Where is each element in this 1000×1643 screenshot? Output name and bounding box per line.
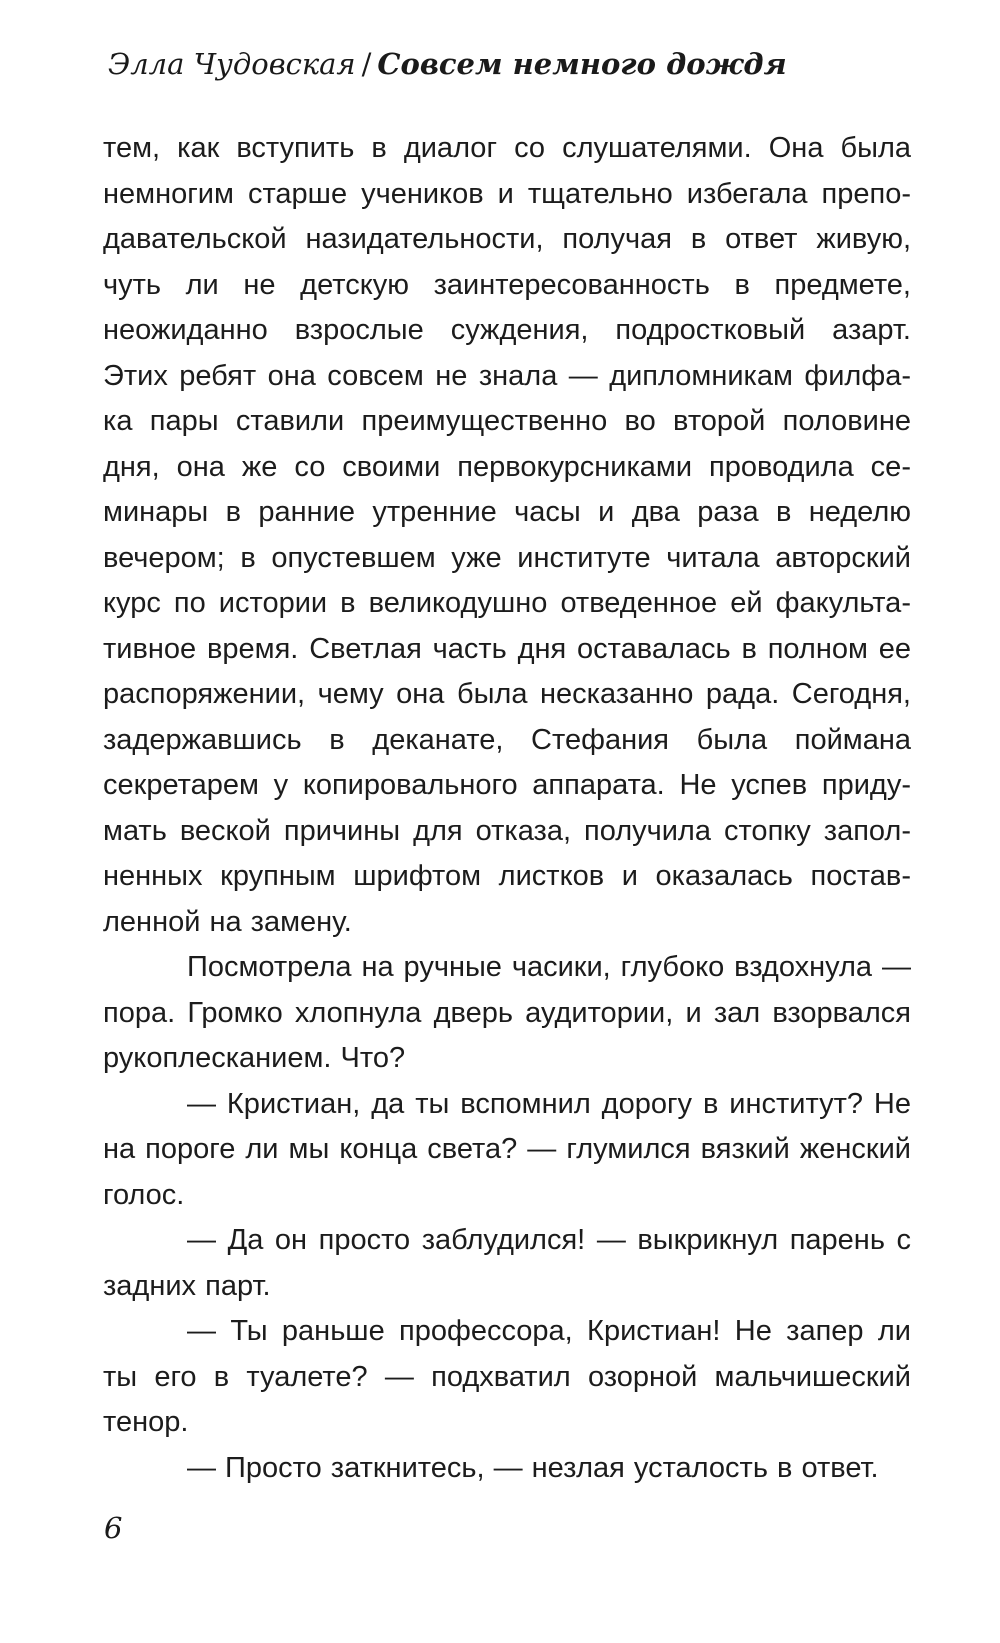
header-separator: / [361, 47, 372, 81]
paragraph-dialogue: — Да он просто заблудился! — выкрикнул парень с задних парт. [103, 1224, 911, 1302]
paragraph-dialogue: — Кристиан, да ты вспомнил дорогу в институт? Не на пороге ли мы конца света? — глумился вязкий женский голос. [103, 1087, 911, 1211]
paragraph-dialogue: — Ты раньше профессора, Кристиан! Не запер ли ты его в туалете? — подхватил озорной мальчишеский тенор. [103, 1315, 911, 1438]
paragraph-dialogue: — Просто заткнитесь, — незлая усталость в ответ. [187, 1451, 879, 1484]
body-text [103, 126, 911, 1491]
header-book-title: Совсем немного дождя [377, 47, 787, 81]
header-author: Элла Чудовская [108, 47, 356, 81]
paragraph-continuation: тем, как вступить в диалог со слушателями. Она была немногим старше учеников и тщательно избегала преподавательской назидательности, получая в ответ живую, чуть ли не детскую заинтересованность в предмете, неожиданно взрослые суждения, подростковый азарт. Этих ребят она совсем не знала — дипломникам филфака пары ставили преимущественно во второй половине дня, она же со своими первокурсниками проводила семинары в ранние утренние часы и два раза в неделю вечером; в опустевшем уже институте читала авторский курс по истории в великодушно отведенное ей факультативное время. Светлая часть дня оставалась в полном ее распоряжении, чему она была несказанно рада. Сегодня, задержавшись в деканате, Стефания была поймана секретарем у копировального аппарата. Не успев придумать веской причины для отказа, получила стопку заполненных крупным шрифтом листков и оказалась поставленной на замену. [103, 132, 911, 938]
paragraph-narration: Посмотрела на ручные часики, глубоко вздохнула — пора. Громко хлопнула дверь аудитории, и зал взорвался рукоплесканием. Что? [103, 951, 911, 1074]
page-number: 6 [104, 1511, 123, 1545]
running-header [108, 44, 787, 84]
